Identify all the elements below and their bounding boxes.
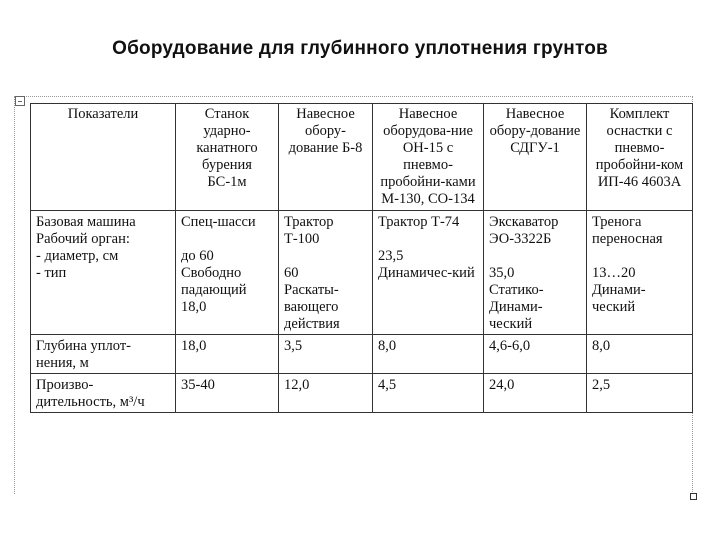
header-ip-46: Комплект оснастки с пневмо-пробойни-ком ИП-46 4603А xyxy=(587,104,693,211)
table-cell: Произво-дительность, м³/ч xyxy=(31,374,176,413)
table-cell: 35-40 xyxy=(176,374,279,413)
header-sdgu-1: Навесное обору-дование СДГУ-1 xyxy=(484,104,587,211)
table-cell: 8,0 xyxy=(373,335,484,374)
table-cell: 18,0 xyxy=(176,335,279,374)
table-cell: 3,5 xyxy=(279,335,373,374)
table-cell: 8,0 xyxy=(587,335,693,374)
header-bs-1m: Станок ударно-канатного бурения БС-1м xyxy=(176,104,279,211)
table-cell: 4,5 xyxy=(373,374,484,413)
table-row xyxy=(31,211,693,335)
equipment-table xyxy=(30,103,693,413)
table-cell: Базовая машина Рабочий орган: - диаметр, см - тип xyxy=(31,211,176,335)
header-b-8: Навесное обору-дование Б-8 xyxy=(279,104,373,211)
resize-handle[interactable] xyxy=(690,493,697,500)
table-row xyxy=(31,374,693,413)
header-on-15: Навесное оборудова-ние ОН-15 с пневмо-пробойни-ками М-130, СО-134 xyxy=(373,104,484,211)
table-cell: Тренога переносная 13…20 Динами-ческий xyxy=(587,211,693,335)
table-cell: 12,0 xyxy=(279,374,373,413)
table-header-row xyxy=(31,104,693,211)
table-row xyxy=(31,335,693,374)
table-cell: 2,5 xyxy=(587,374,693,413)
table-cell: Трактор Т-100 60 Раскаты-вающего действия xyxy=(279,211,373,335)
table-cell: Трактор Т-74 23,5 Динамичес-кий xyxy=(373,211,484,335)
slide-title: Оборудование для глубинного уплотнения грунтов xyxy=(112,38,608,59)
header-indicators: Показатели xyxy=(31,104,176,211)
table-cell: 24,0 xyxy=(484,374,587,413)
placeholder-icon[interactable] xyxy=(15,96,25,106)
table-cell: Экскаватор ЭО-3322Б 35,0 Статико-Динами-ческий xyxy=(484,211,587,335)
table-cell: Спец-шасси до 60 Свободно падающий 18,0 xyxy=(176,211,279,335)
table-cell: 4,6-6,0 xyxy=(484,335,587,374)
table-cell: Глубина уплот-нения, м xyxy=(31,335,176,374)
